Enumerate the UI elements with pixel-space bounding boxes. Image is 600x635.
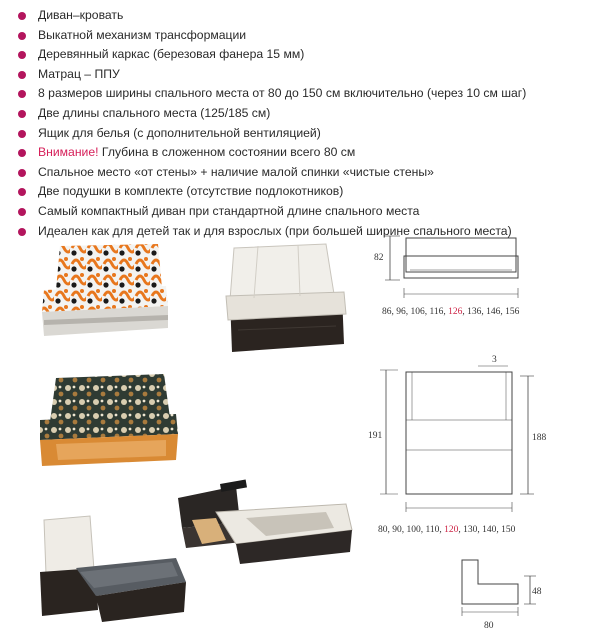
sofa-bed-photo-unfolded-dark bbox=[176, 478, 356, 568]
width-option: 136 bbox=[467, 307, 482, 317]
feature-item bbox=[14, 143, 526, 163]
front-height-label: 82 bbox=[374, 253, 384, 263]
bullet-icon bbox=[18, 208, 26, 216]
left-length-label: 191 bbox=[368, 431, 383, 441]
bullet-icon bbox=[18, 32, 26, 40]
feature-text: Ящик для белья (с дополнительной вентиляцией) bbox=[38, 125, 321, 140]
bullet-icon bbox=[18, 188, 26, 196]
width-option: 106 bbox=[410, 307, 425, 317]
feature-text: 8 размеров ширины спального места от 80 до 150 см включительно (через 10 см шаг) bbox=[38, 86, 527, 101]
feature-text: Спальное место «от стены» + наличие малой спинки «чистые стены» bbox=[38, 164, 434, 179]
width-option: 110 bbox=[425, 525, 440, 535]
right-length-label: 188 bbox=[532, 433, 547, 443]
feature-item bbox=[14, 104, 526, 124]
feature-text: Глубина в сложенном состоянии всего 80 см bbox=[101, 145, 356, 160]
feature-item bbox=[14, 65, 526, 85]
plan-width-options: 80, 90, 100, 110, 120, 130, 140, 150 bbox=[378, 525, 516, 535]
side-depth-label: 80 bbox=[484, 621, 494, 631]
feature-list bbox=[14, 6, 526, 241]
bullet-icon bbox=[18, 110, 26, 118]
sofa-bed-photo-unfolded-white bbox=[36, 510, 191, 625]
width-option: 116 bbox=[429, 307, 444, 317]
top-offset-label: 3 bbox=[492, 355, 497, 365]
feature-text: Деревянный каркас (березовая фанера 15 мм) bbox=[38, 47, 305, 62]
dimension-front-view bbox=[368, 228, 548, 328]
feature-text: Идеален как для детей так и для взрослых (при большей ширине спального места) bbox=[38, 223, 512, 238]
feature-text: Две подушки в комплекте (отсутствие подлокотников) bbox=[38, 184, 344, 199]
warning-label: Внимание! bbox=[38, 145, 99, 160]
width-option: 126 bbox=[448, 307, 463, 317]
width-option: 150 bbox=[501, 525, 516, 535]
feature-item bbox=[14, 124, 526, 144]
width-option: 156 bbox=[505, 307, 520, 317]
front-width-options: 86, 96, 106, 116, 126, 136, 146, 156 bbox=[382, 307, 520, 317]
sofa-photo-orange-pattern bbox=[38, 240, 173, 340]
sofa-photo-floral bbox=[36, 370, 181, 470]
feature-item bbox=[14, 202, 526, 222]
feature-text: Матрац – ППУ bbox=[38, 66, 120, 81]
dimension-plan-view bbox=[368, 350, 548, 540]
feature-item bbox=[14, 45, 526, 65]
width-option: 146 bbox=[486, 307, 501, 317]
bullet-icon bbox=[18, 51, 26, 59]
feature-text: Диван–кровать bbox=[38, 8, 124, 22]
bullet-icon bbox=[18, 90, 26, 98]
width-option: 96 bbox=[396, 307, 406, 317]
bullet-icon bbox=[18, 71, 26, 79]
bullet-icon bbox=[18, 12, 26, 20]
feature-item bbox=[14, 6, 526, 26]
feature-item bbox=[14, 163, 526, 183]
width-option: 100 bbox=[406, 525, 421, 535]
side-height-label: 48 bbox=[532, 587, 542, 597]
bullet-icon bbox=[18, 130, 26, 138]
width-option: 86 bbox=[382, 307, 392, 317]
bullet-icon bbox=[18, 228, 26, 236]
width-option: 120 bbox=[444, 525, 459, 535]
width-option: 80 bbox=[378, 525, 388, 535]
bullet-icon bbox=[18, 149, 26, 157]
feature-text: Выкатной механизм трансформации bbox=[38, 27, 247, 42]
sofa-photo-white-leather bbox=[218, 240, 353, 355]
width-option: 140 bbox=[482, 525, 497, 535]
feature-item bbox=[14, 182, 526, 202]
width-option: 130 bbox=[463, 525, 478, 535]
feature-item bbox=[14, 84, 526, 104]
dimension-side-view bbox=[450, 552, 550, 634]
bullet-icon bbox=[18, 169, 26, 177]
width-option: 90 bbox=[392, 525, 402, 535]
feature-text: Самый компактный диван при стандартной длине спального места bbox=[38, 203, 420, 218]
feature-text: Две длины спального места (125/185 см) bbox=[38, 105, 271, 120]
feature-item bbox=[14, 26, 526, 46]
